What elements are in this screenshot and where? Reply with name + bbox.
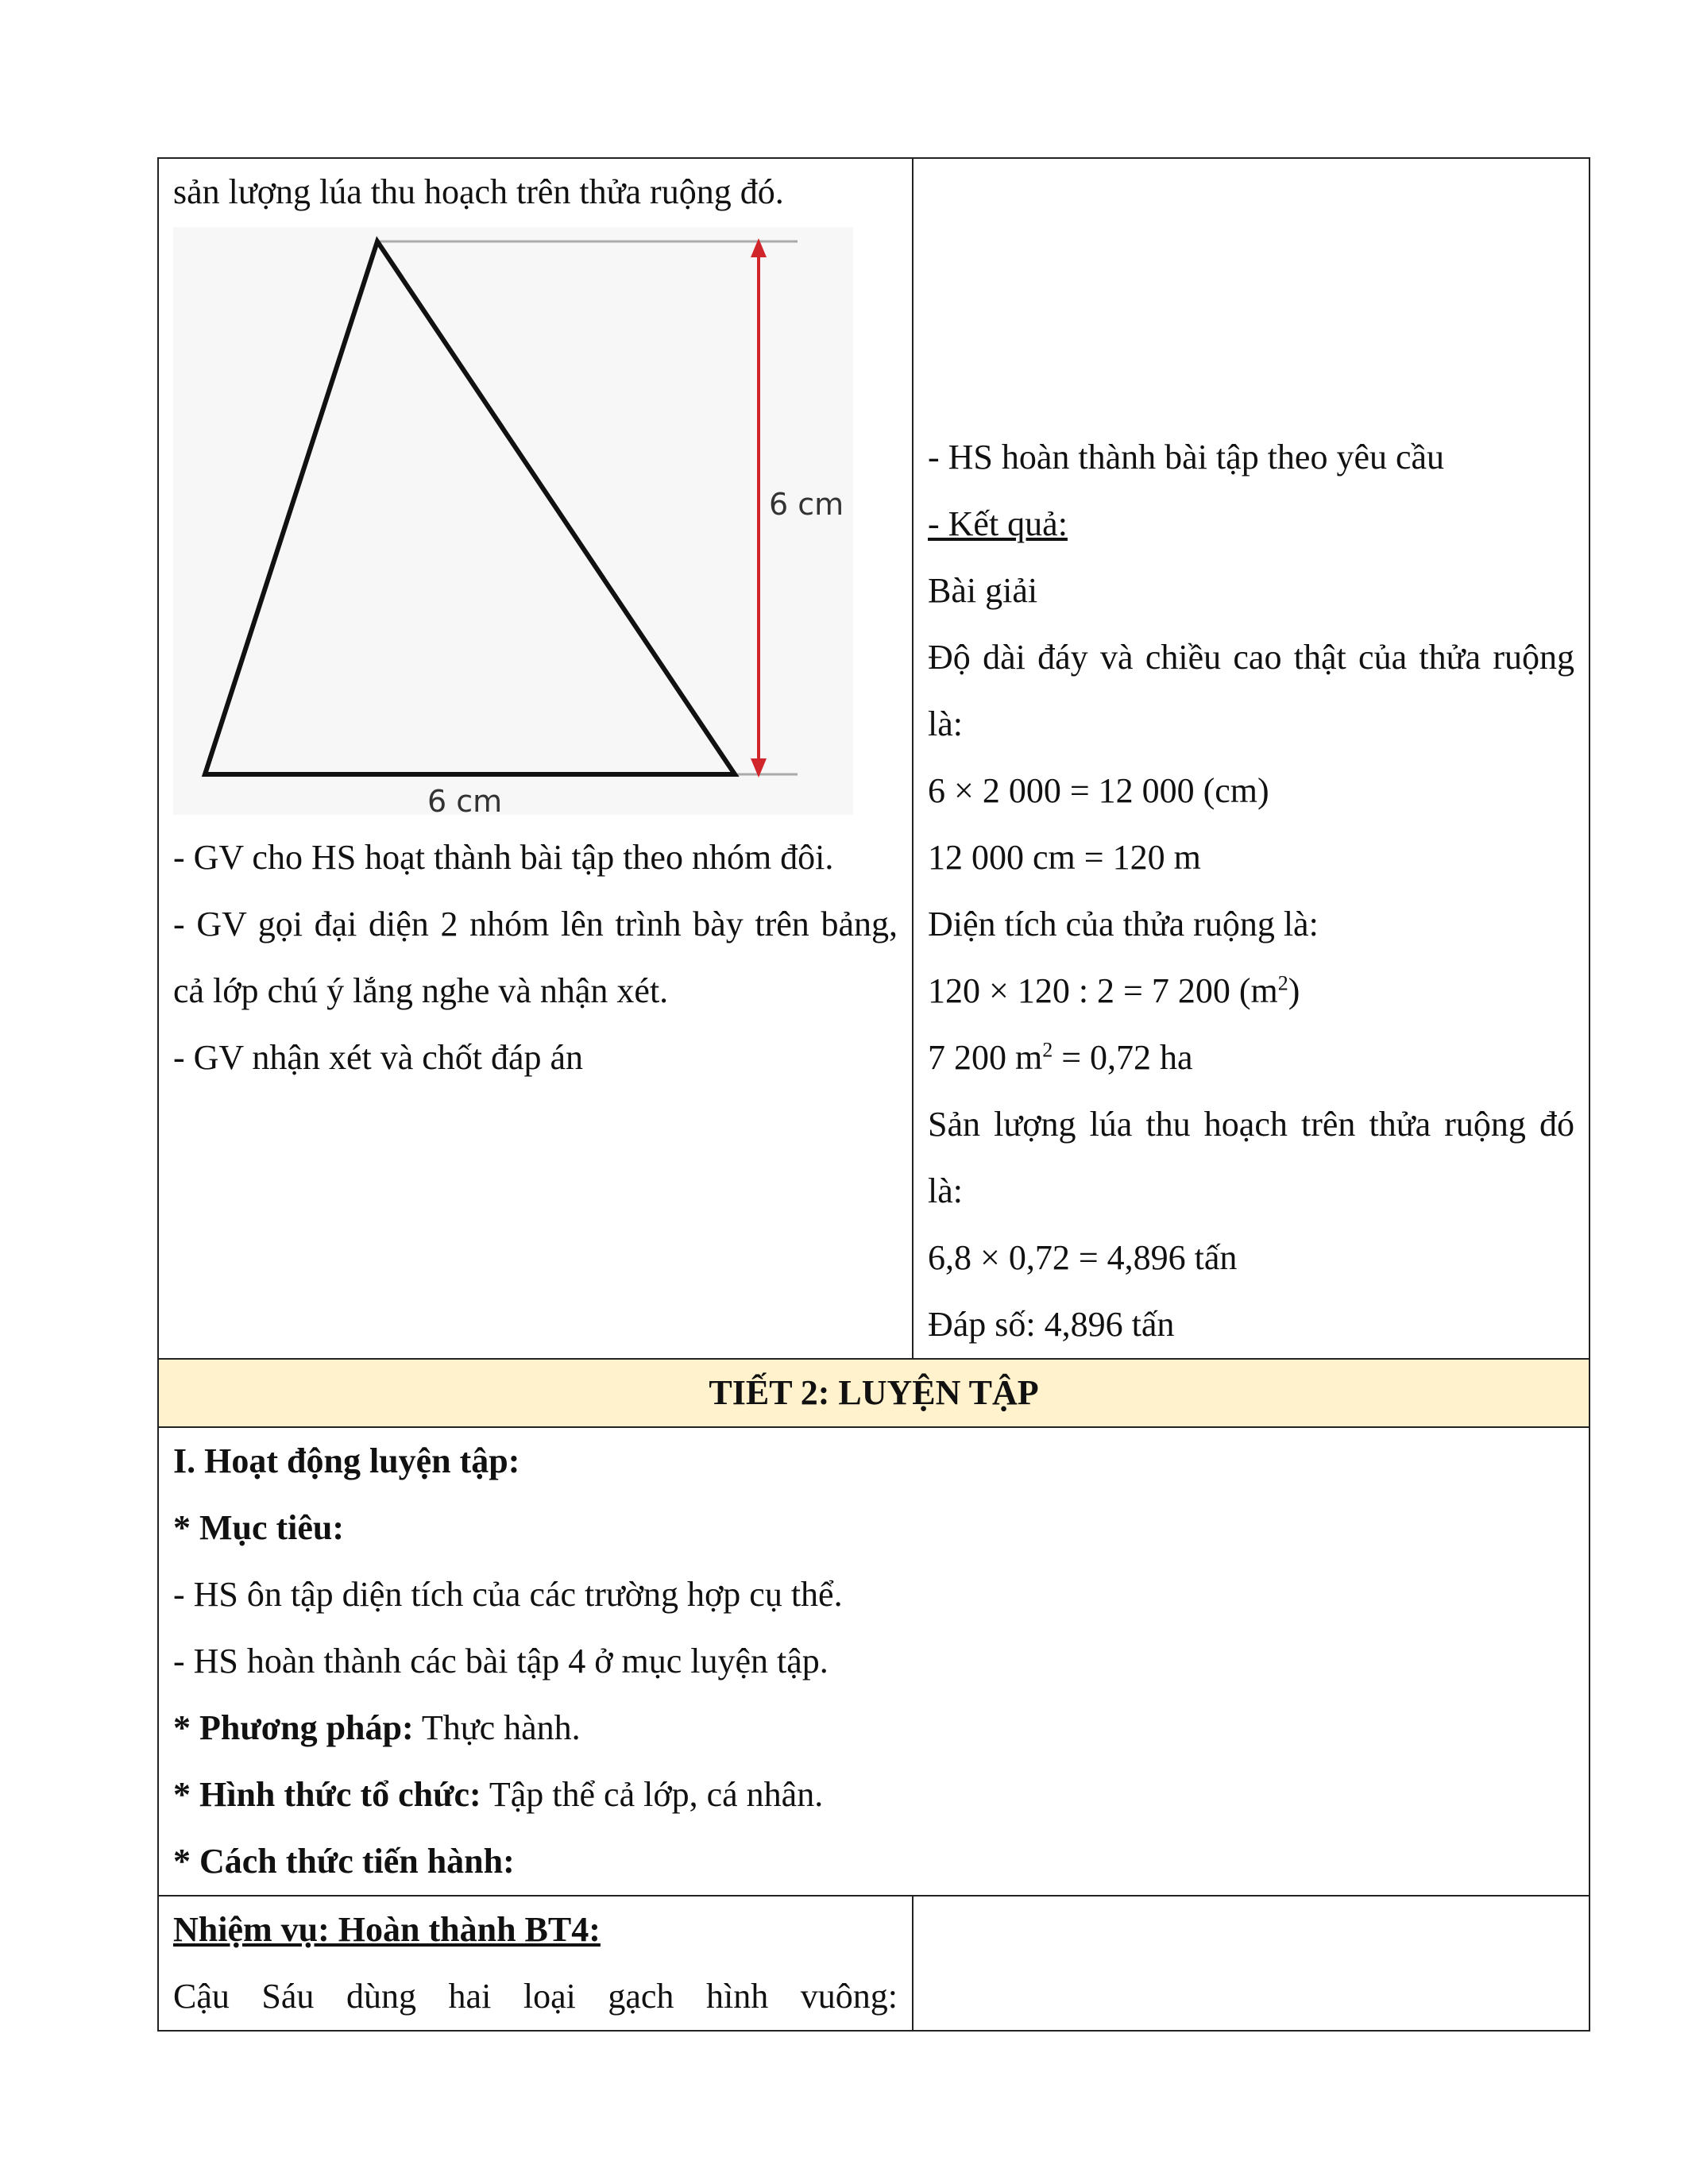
- practice-title: I. Hoạt động luyện tập:: [173, 1441, 520, 1480]
- task4-title: Nhiệm vụ: Hoàn thành BT4:: [173, 1910, 601, 1949]
- method-line: [173, 1695, 1574, 1761]
- lesson-table: [157, 157, 1590, 2032]
- practice-row: [158, 1427, 1590, 1896]
- procedure-label: * Cách thức tiến hành:: [173, 1842, 515, 1881]
- teacher-activity-cell: [158, 158, 913, 1359]
- intro-text: sản lượng lúa thu hoạch trên thửa ruộng đó.: [173, 172, 784, 211]
- method-label: * Phương pháp:: [173, 1708, 414, 1747]
- solution-title: Bài giải: [928, 571, 1038, 610]
- solution-line-1: Độ dài đáy và chiều cao thật của thửa ruộng là:: [928, 638, 1574, 743]
- solution-line-4: Diện tích của thửa ruộng là:: [928, 905, 1319, 943]
- convert-text: 7 200 m: [928, 1038, 1043, 1077]
- triangle-figure: [173, 227, 853, 815]
- section-header: TIẾT 2: LUYỆN TẬP: [158, 1359, 1590, 1427]
- right-cell-spacer: [928, 159, 1574, 424]
- practice-cell: [158, 1427, 1590, 1896]
- goal-2: - HS hoàn thành các bài tập 4 ở mục luyện tập.: [173, 1642, 829, 1680]
- result-label: - Kết quả:: [928, 504, 1068, 543]
- convert-sup: 2: [1042, 1038, 1053, 1062]
- task4-left-cell: [158, 1896, 913, 2031]
- method-value: Thực hành.: [413, 1708, 581, 1747]
- yield-line-1: Sản lượng lúa thu hoạch trên thửa ruộng đó là:: [928, 1105, 1574, 1210]
- form-line: [173, 1761, 1574, 1828]
- convert-end: = 0,72 ha: [1053, 1038, 1193, 1077]
- solution-line-3: 12 000 cm = 120 m: [928, 838, 1201, 877]
- height-label: 6 cm: [769, 487, 844, 522]
- yield-line-2: 6,8 × 0,72 = 4,896 tấn: [928, 1238, 1238, 1277]
- task4-right-cell: [913, 1896, 1590, 2031]
- area-calc-text: 120 × 120 : 2 = 7 200 (m: [928, 971, 1278, 1010]
- step-conclude: - GV nhận xét và chốt đáp án: [173, 1038, 584, 1077]
- solution-line-2: 6 × 2 000 = 12 000 (cm): [928, 771, 1269, 810]
- task4-text: Cậu Sáu dùng hai loại gạch hình vuông:: [173, 1977, 898, 2016]
- activity-row: [158, 158, 1590, 1359]
- step-pair-work: - GV cho HS hoạt thành bài tập theo nhóm đôi.: [173, 838, 834, 877]
- task4-row: [158, 1896, 1590, 2031]
- form-label: * Hình thức tổ chức:: [173, 1775, 481, 1814]
- figure-background: [173, 227, 853, 815]
- area-calc-end: ): [1288, 971, 1300, 1010]
- section-header-row: [158, 1359, 1590, 1427]
- task-text: - HS hoàn thành bài tập theo yêu cầu: [928, 438, 1445, 477]
- student-activity-cell: [913, 158, 1590, 1359]
- area-conversion: [928, 1024, 1574, 1091]
- goal-label: * Mục tiêu:: [173, 1508, 345, 1547]
- area-calculation: [928, 958, 1574, 1024]
- goal-1: - HS ôn tập diện tích của các trường hợp cụ thể.: [173, 1575, 843, 1614]
- base-label: 6 cm: [427, 784, 503, 815]
- step-present: - GV gọi đại diện 2 nhóm lên trình bày trên bảng, cả lớp chú ý lắng nghe và nhận xét.: [173, 905, 898, 1010]
- form-value: Tập thể cả lớp, cá nhân.: [481, 1775, 824, 1814]
- area-calc-sup: 2: [1277, 971, 1288, 995]
- answer-line: Đáp số: 4,896 tấn: [928, 1305, 1175, 1344]
